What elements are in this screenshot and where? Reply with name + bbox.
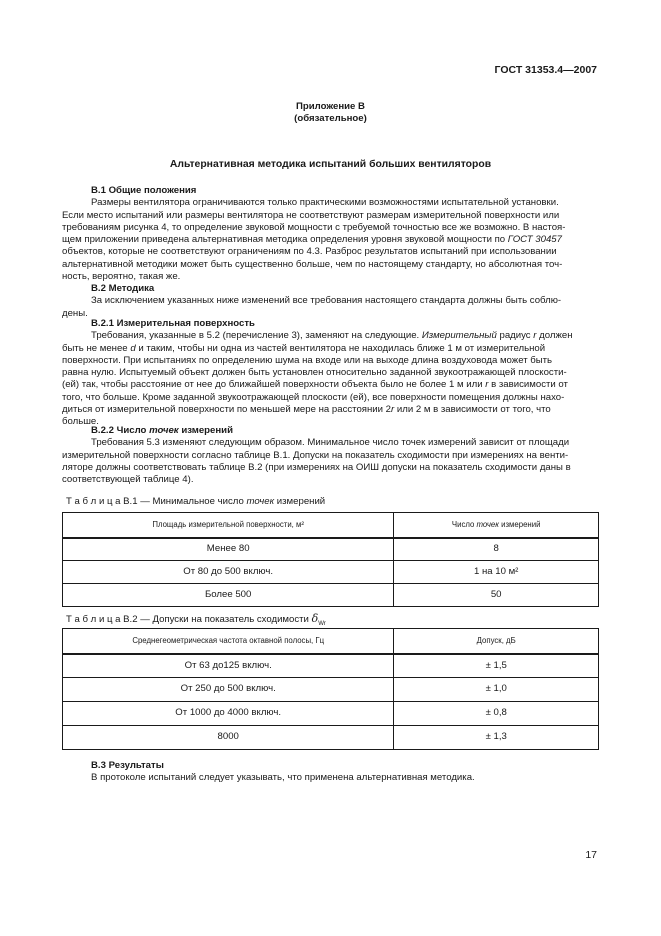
section-b2 [62, 283, 599, 320]
section-b21 [62, 318, 599, 429]
delta-subscript: Wr [318, 620, 326, 627]
text-line: поверхности. При испытаниях по определению шума на входе или на выходе длина воздуховода может быть [62, 354, 553, 366]
text-line: Если место испытаний или размеры вентилятора не соответствуют размерам измерительной поверхности или [62, 209, 560, 221]
text-span: В.2.2 Число [91, 425, 150, 436]
text-span: Измерительный [421, 330, 497, 342]
cell-frequency: 8000 [63, 726, 394, 750]
text-line: В протоколе испытаний следует указывать, что применена альтернативная методика. [91, 772, 475, 784]
column-header-points [394, 513, 599, 538]
section-heading: В.1 Общие положения [91, 185, 197, 196]
table-b2 [62, 628, 599, 750]
variable: r [533, 330, 537, 342]
text-span: измерений [498, 519, 541, 529]
text-line: больше. [62, 416, 99, 428]
delta-symbol: δ [311, 612, 319, 625]
table-row [63, 584, 599, 607]
text-line: альтернативной методики может быть существенно больше, чем по настоящему стандарту, но абсолютная точ- [62, 258, 563, 270]
text-span: быть не менее [62, 342, 131, 354]
text-line [62, 330, 599, 342]
column-header-area: Площадь измерительной поверхности, м² [63, 513, 394, 538]
text-line: того, что больше. Кроме заданной звукоотражающей плоскости (ей), все поверхности помещения должны нахо- [62, 391, 565, 403]
table-header-row [63, 629, 599, 654]
text-line: За исключением указанных ниже изменений все требования настоящего стандарта должны быть соблю- [91, 295, 562, 307]
page-number: 17 [585, 849, 597, 861]
section-b1 [62, 185, 599, 283]
text-span: диться от измерительной поверхности по меньшей мере на расстоянии 2 [62, 404, 392, 416]
text-line: ляторе должны соответствовать таблице В.2 (при измерениях на ОИШ допуски на показатель сходимости даны в [62, 461, 571, 473]
text-line [62, 379, 599, 391]
column-header-frequency: Среднегеометрическая частота октавной полосы, Гц [63, 629, 394, 654]
text-span: точек [246, 496, 275, 507]
variable: d [130, 342, 136, 354]
table-row [63, 561, 599, 584]
section-heading: В.2 Методика [91, 283, 155, 294]
variable: r [391, 404, 395, 416]
cell-tolerance: ± 1,0 [394, 678, 599, 702]
section-heading [62, 425, 599, 437]
text-span: точек [149, 425, 179, 436]
cell-points: 1 на 10 м² [394, 561, 599, 584]
cell-tolerance: ± 1,3 [394, 726, 599, 750]
text-span: щем приложении приведена альтернативная методика определения уровня звуковой мощности по [62, 234, 508, 246]
text-span: Т а б л и ц а В.2 — Допуски на показатель сходимости [66, 614, 312, 625]
text-span: и таким, чтобы ни одна из частей вентилятора не находилась ближе 1 м от измерительной [135, 342, 546, 354]
text-span: радиус [496, 330, 534, 342]
text-span: измерений [274, 496, 326, 507]
text-span: в зависимости от [488, 379, 568, 391]
cell-points: 8 [394, 538, 599, 561]
column-header-tolerance: Допуск, дБ [394, 629, 599, 654]
text-line: равна нулю. Испытуемый объект должен быть установлен относительно заданной звукоотражающей плоскости- [62, 367, 567, 379]
cell-area: Менее 80 [63, 538, 394, 561]
cell-area: Более 500 [63, 584, 394, 607]
main-title: Альтернативная методика испытаний больших вентиляторов [169, 159, 492, 170]
text-span: (ей) так, чтобы расстояние от нее до ближайшей поверхности объекта было не более 1 м или [62, 379, 486, 391]
section-b22 [62, 425, 599, 486]
section-heading: В.3 Результаты [91, 760, 164, 771]
document-code: ГОСТ 31353.4—2007 [494, 64, 597, 76]
text-line [62, 343, 599, 355]
text-span: Требования, указанные в 5.2 (перечисление 3), заменяют на следующие. [91, 330, 422, 342]
text-span: Т а б л и ц а В.1 — Минимальное число [66, 496, 247, 507]
table-row [63, 702, 599, 726]
text-line: Требования 5.3 изменяют следующим образом. Минимальное число точек измерений зависит от площади [91, 437, 570, 449]
cell-tolerance: ± 0,8 [394, 702, 599, 726]
text-span: или 2 м в зависимости от того, что [394, 404, 551, 416]
text-line: соответствующей таблице 4). [62, 474, 194, 486]
table-row [63, 654, 599, 678]
table-row [63, 726, 599, 750]
text-line [62, 234, 599, 246]
standard-reference: ГОСТ 30457 [507, 234, 562, 246]
text-line [62, 404, 599, 416]
text-line: дены. [62, 307, 88, 319]
text-line: измерительной поверхности согласно таблице В.1. Допуски на показатель сходимости при измерениях на венти- [62, 449, 569, 461]
section-heading: В.2.1 Измерительная поверхность [91, 318, 255, 329]
text-span: Число [451, 519, 477, 529]
table-header-row [63, 513, 599, 538]
text-line: Размеры вентилятора ограничиваются только практическими возможностями испытательной установки. [91, 197, 559, 209]
appendix-subtitle: (обязательное) [294, 113, 367, 124]
text-span: измерений [178, 425, 233, 436]
cell-frequency: От 63 до125 включ. [63, 654, 394, 678]
text-line: ность, вероятно, такая же. [62, 271, 181, 283]
table-b1-caption [66, 496, 325, 508]
cell-points: 50 [394, 584, 599, 607]
appendix-title: Приложение В [296, 101, 365, 112]
table-row [63, 538, 599, 561]
cell-area: От 80 до 500 включ. [63, 561, 394, 584]
text-span: точек [476, 519, 499, 529]
table-row [63, 678, 599, 702]
variable: r [485, 379, 489, 391]
table-b1 [62, 512, 599, 607]
cell-tolerance: ± 1,5 [394, 654, 599, 678]
text-span: должен [536, 330, 573, 342]
text-line: объектов, которые не соответствуют ограничениям по 4.3. Разброс результатов испытаний при использовании [62, 246, 557, 258]
cell-frequency: От 250 до 500 включ. [63, 678, 394, 702]
cell-frequency: От 1000 до 4000 включ. [63, 702, 394, 726]
text-line: требованиям рисунка 4, то определение звуковой мощности с требуемой точностью все же возможно. В настоя- [62, 221, 566, 233]
section-b3 [62, 760, 599, 785]
